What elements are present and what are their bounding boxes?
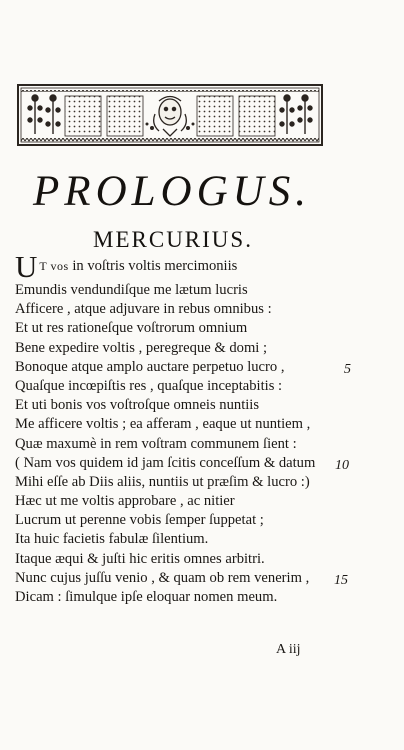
verse-line: Et ut res rationeſque voſtrorum omnium <box>15 320 248 337</box>
speaker-name: MERCURIUS. <box>93 227 253 252</box>
verse-block <box>15 249 345 607</box>
verse-line: Me afficere voltis ; ea afferam , eaque ut nuntiem , <box>15 416 311 433</box>
prologue-title: PROLOGUS. <box>33 168 311 215</box>
verse-line: Hæc ut me voltis approbare , ac nitier <box>15 493 235 510</box>
verse-line: Nunc cujus juſſu venio , & quam ob rem venerim , <box>15 569 310 586</box>
verse-line <box>15 249 345 284</box>
drop-cap: U <box>15 249 38 284</box>
verse-line: Afficere , atque adjuvare in rebus omnibus : <box>15 301 272 318</box>
verse-text: in voſtris voltis mercimoniis <box>68 258 238 274</box>
line-number: 15 <box>334 573 348 588</box>
line-number: 10 <box>335 458 349 473</box>
verse-line: Quæ maxumè in rem voſtram communem ſient : <box>15 435 297 452</box>
verse-line: Itaque æqui & juſti hic eritis omnes arbitri. <box>15 550 265 567</box>
verse-line: Bene expedire voltis , peregreque & domi ; <box>15 339 268 356</box>
verse-line: ( Nam vos quidem id jam ſcitis conceſſum & datum <box>15 454 316 471</box>
verse-line: Dicam : ſimulque ipſe eloquar nomen meum. <box>15 589 278 605</box>
verse-line: Quaſque incœpiſtis res , quaſque inceptabitis : <box>15 377 283 394</box>
verse-line: Ita huic facietis fabulæ ſilentium. <box>15 531 209 548</box>
verse-line: Lucrum ut perenne vobis ſemper ſuppetat ; <box>15 512 264 529</box>
verse-line: Et uti bonis vos voſtroſque omneis nuntiis <box>15 397 260 414</box>
verse-line: Emundis vendundiſque me lætum lucris <box>15 282 248 298</box>
ornamental-headpiece <box>17 84 323 146</box>
line-number: 5 <box>344 362 351 377</box>
verse-line: Bonoque atque amplo auctare perpetuo lucro , <box>15 358 285 375</box>
verse-smallcaps: T vos <box>39 259 69 273</box>
signature-mark: A iij <box>276 642 301 657</box>
verse-line: Mihi eſſe ab Diis aliis, nuntiis ut præſim & lucro :) <box>15 473 310 490</box>
